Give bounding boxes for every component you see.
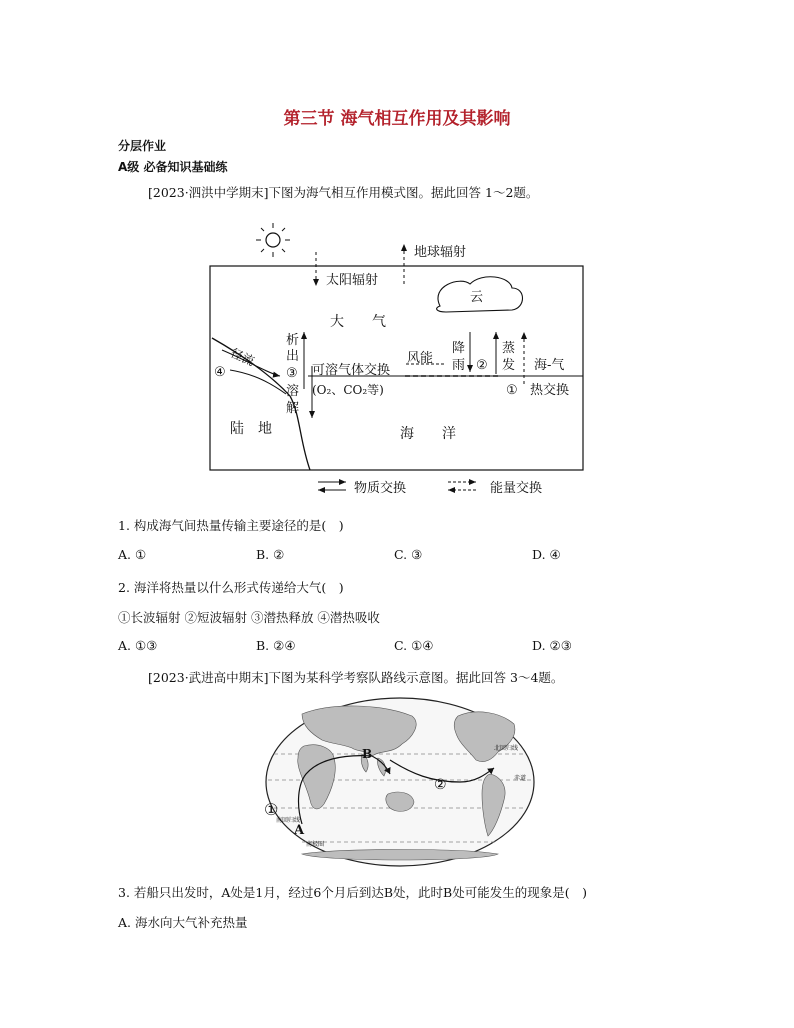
question-2-stem: 2. 海洋将热量以什么形式传递给大气( ) <box>118 580 344 595</box>
question-2-option-b[interactable]: B. ②④ <box>256 638 296 653</box>
map-marker-1: ① <box>264 800 279 819</box>
question-1-stem: 1. 构成海气间热量传输主要途径的是( ) <box>118 518 344 533</box>
tag-antarctic-circle: 南极圈 <box>306 841 325 848</box>
earth-radiation-label: 地球辐射 <box>414 245 467 260</box>
gas-exchange-label: 可溶气体交换 <box>312 363 391 378</box>
marker-4: ④ <box>214 365 226 380</box>
intro-text-1: [2023·泗洪中学期末]下图为海气相互作用模式图。据此回答 1～2题。 <box>148 185 539 200</box>
question-2-choices: ①长波辐射 ②短波辐射 ③潜热释放 ④潜热吸收 <box>118 610 380 625</box>
diagram-frame <box>210 266 583 470</box>
sun-icon <box>256 223 290 257</box>
map-marker-2: ② <box>434 777 447 793</box>
dissolve-char-2: 解 <box>286 401 300 416</box>
marker-1: ① <box>506 383 518 398</box>
cloud-label: 云 <box>470 290 484 305</box>
expedition-route-map <box>262 694 538 870</box>
gas-detail-label: (O₂、CO₂等) <box>312 383 384 397</box>
dissolve-char-1: 溶 <box>286 384 300 399</box>
legend-energy-label: 能量交换 <box>490 481 543 496</box>
evap-char-1: 蒸 <box>502 341 516 356</box>
rain-char-1: 降 <box>452 341 466 356</box>
question-2-option-c[interactable]: C. ①④ <box>394 638 434 653</box>
sea-air-label: 海-气 <box>534 358 565 373</box>
heat-exchange-label: 热交换 <box>530 383 570 398</box>
marker-2: ② <box>476 358 488 373</box>
section-heading: 分层作业 <box>118 139 167 153</box>
land-label: 陆 地 <box>230 421 272 437</box>
solar-radiation-label: 太阳辐射 <box>326 273 379 288</box>
atmosphere-label: 大 气 <box>330 314 386 330</box>
question-2-option-d[interactable]: D. ②③ <box>532 638 572 653</box>
runoff-line <box>230 370 286 394</box>
question-1-option-a[interactable]: A. ① <box>118 547 147 562</box>
question-1-option-c[interactable]: C. ③ <box>394 547 423 562</box>
precip-out-char-1: 析 <box>286 333 300 348</box>
wind-energy-label: 风能 <box>407 351 434 366</box>
tag-north-tropic: 北回归线 <box>494 745 519 752</box>
question-3-option-a[interactable]: A. 海水向大气补充热量 <box>118 915 248 930</box>
rain-char-2: 雨 <box>452 358 466 373</box>
tag-south-tropic: 南回归线 <box>276 817 301 824</box>
question-1-option-d[interactable]: D. ④ <box>532 547 561 562</box>
point-b-label: B <box>362 747 373 761</box>
question-2-option-a[interactable]: A. ①③ <box>118 638 158 653</box>
precip-out-char-2: 出 <box>286 349 300 364</box>
sea-air-interaction-diagram <box>200 214 600 504</box>
level-heading: A级 必备知识基础练 <box>118 160 228 174</box>
legend-material-label: 物质交换 <box>354 481 407 496</box>
question-3-stem: 3. 若船只出发时，A处是1月，经过6个月后到达B处，此时B处可能发生的现象是( ) <box>118 885 587 900</box>
legend <box>318 480 542 496</box>
intro-text-2: [2023·武进高中期末]下图为某科学考察队路线示意图。据此回答 3～4题。 <box>148 670 564 685</box>
question-1-option-b[interactable]: B. ② <box>256 547 285 562</box>
point-a-label: A <box>294 823 305 838</box>
marker-3: ③ <box>286 366 298 381</box>
ocean-label: 海 洋 <box>400 426 456 442</box>
evap-char-2: 发 <box>502 358 516 373</box>
page-title: 第三节 海气相互作用及其影响 <box>283 109 511 129</box>
runoff-label: 径流 <box>228 345 257 369</box>
tag-equator: 赤道 <box>514 775 527 782</box>
